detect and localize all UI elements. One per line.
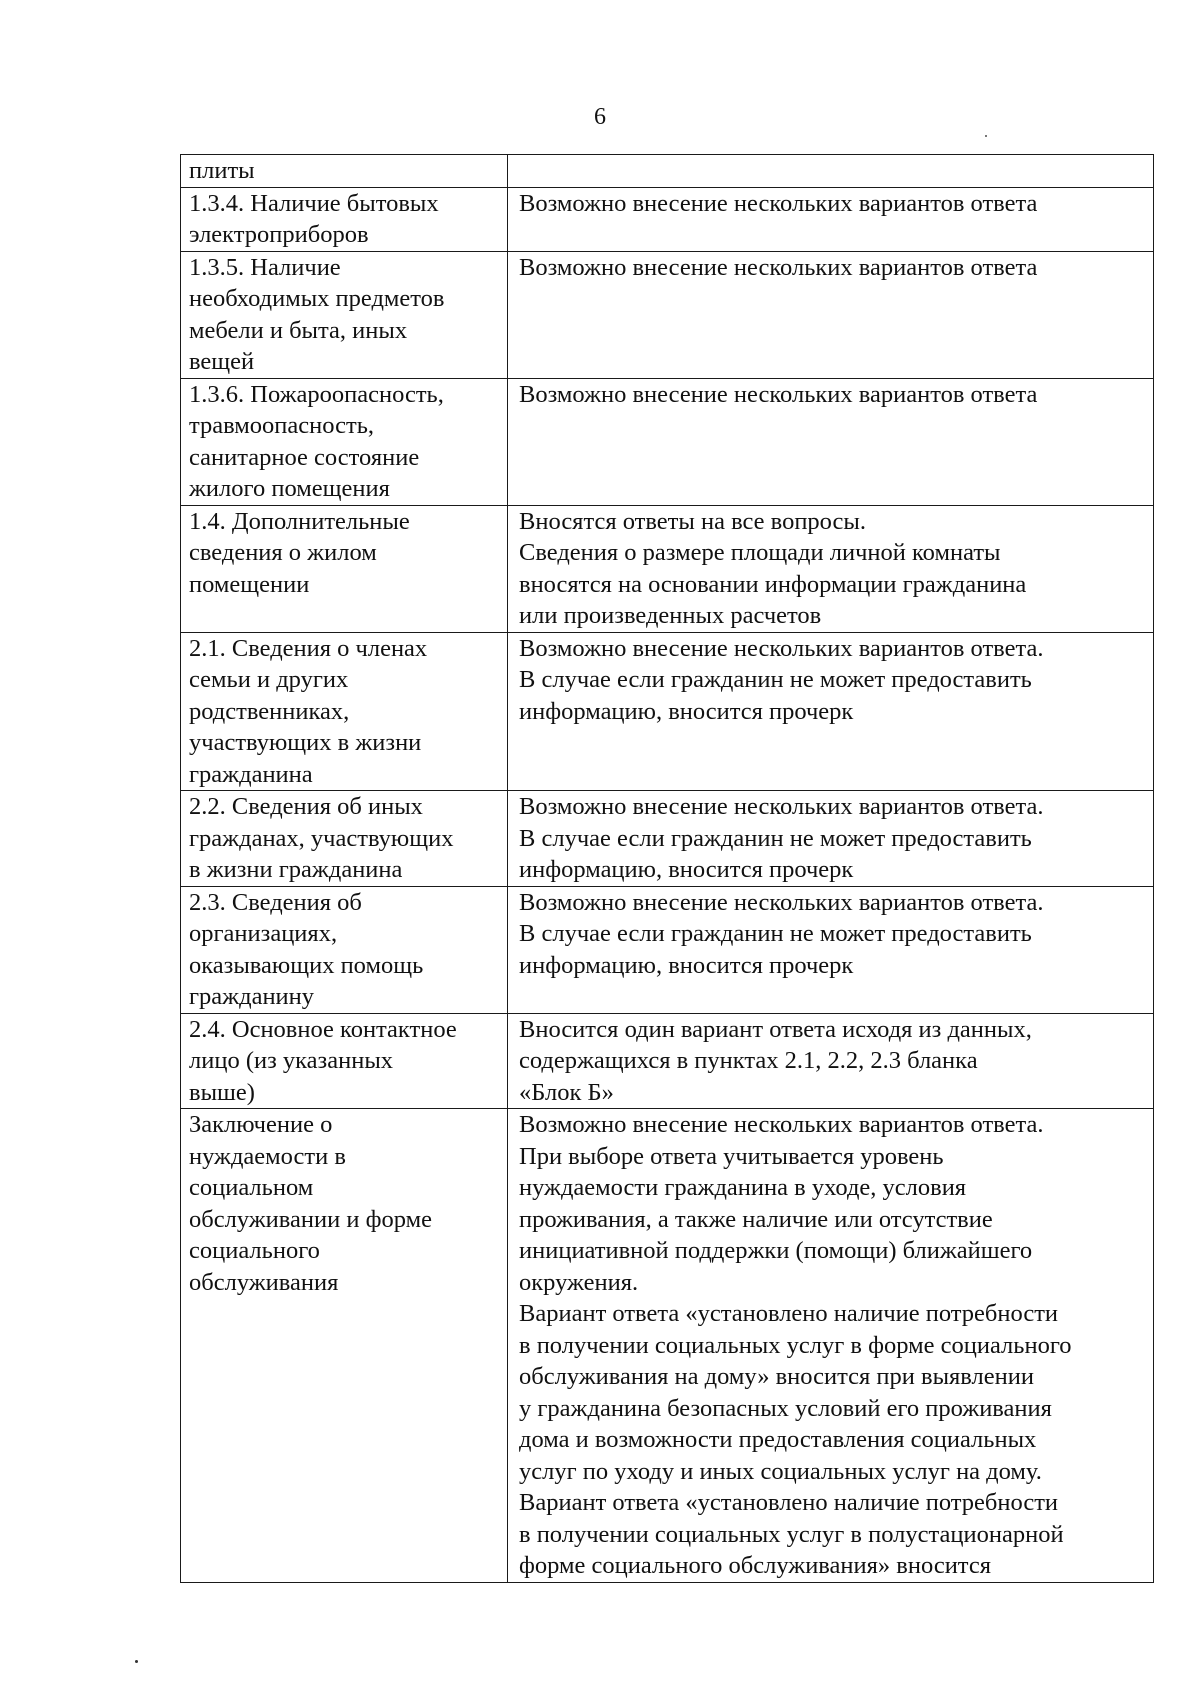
scan-artifact <box>985 135 987 137</box>
row-item-cell: плиты <box>181 155 508 188</box>
row-instruction-cell: Возможно внесение нескольких вариантов ответа. В случае если гражданин не может предоставить информацию, вносится прочерк <box>508 791 1154 887</box>
row-instruction-cell: Возможно внесение нескольких вариантов ответа. В случае если гражданин не может предоставить информацию, вносится прочерк <box>508 632 1154 791</box>
row-instruction-cell: Вносится один вариант ответа исходя из данных, содержащихся в пунктах 2.1, 2.2, 2.3 бланка «Блок Б» <box>508 1013 1154 1109</box>
table-row <box>181 886 1154 1013</box>
row-item-cell: 2.4. Основное контактное лицо (из указанных выше) <box>181 1013 508 1109</box>
table-row <box>181 1109 1154 1583</box>
row-instruction-cell: Возможно внесение нескольких вариантов ответа. При выборе ответа учитывается уровень нуждаемости гражданина в уходе, условия проживания, а также наличие или отсутствие инициативной поддержки (помощи) ближайшего окружения. Вариант ответа «установлено наличие потребности в получении социальных услуг в форме социального обслуживания на дому» вносится при выявлении у гражданина безопасных условий его проживания дома и возможности предоставления социальных услуг по уходу и иных социальных услуг на дому. Вариант ответа «установлено наличие потребности в получении социальных услуг в полустационарной форме социального обслуживания» вносится <box>508 1109 1154 1583</box>
instructions-table <box>180 154 1154 1583</box>
table-row <box>181 155 1154 188</box>
row-item-cell: 2.1. Сведения о членах семьи и других родственниках, участвующих в жизни гражданина <box>181 632 508 791</box>
row-instruction-cell: Возможно внесение нескольких вариантов ответа <box>508 187 1154 251</box>
row-instruction-cell: Возможно внесение нескольких вариантов ответа <box>508 378 1154 505</box>
row-item-cell: 2.2. Сведения об иных гражданах, участвующих в жизни гражданина <box>181 791 508 887</box>
row-item-cell: 2.3. Сведения об организациях, оказывающих помощь гражданину <box>181 886 508 1013</box>
row-item-cell: 1.3.4. Наличие бытовых электроприборов <box>181 187 508 251</box>
row-item-cell: 1.3.5. Наличие необходимых предметов мебели и быта, иных вещей <box>181 251 508 378</box>
row-instruction-cell: Возможно внесение нескольких вариантов ответа <box>508 251 1154 378</box>
row-instruction-cell <box>508 155 1154 188</box>
row-item-cell: Заключение о нуждаемости в социальном обслуживании и форме социального обслуживания <box>181 1109 508 1583</box>
table-row <box>181 791 1154 887</box>
row-instruction-cell: Возможно внесение нескольких вариантов ответа. В случае если гражданин не может предоставить информацию, вносится прочерк <box>508 886 1154 1013</box>
table-row <box>181 251 1154 378</box>
table-row <box>181 187 1154 251</box>
table-row <box>181 505 1154 632</box>
row-item-cell: 1.3.6. Пожароопасность, травмоопасность, санитарное состояние жилого помещения <box>181 378 508 505</box>
row-item-cell: 1.4. Дополнительные сведения о жилом помещении <box>181 505 508 632</box>
table-row <box>181 378 1154 505</box>
row-instruction-cell: Вносятся ответы на все вопросы. Сведения о размере площади личной комнаты вносятся на основании информации гражданина или произведенных расчетов <box>508 505 1154 632</box>
table-row <box>181 632 1154 791</box>
scan-artifact <box>135 1660 138 1663</box>
table-row <box>181 1013 1154 1109</box>
page-number: 6 <box>594 104 606 130</box>
